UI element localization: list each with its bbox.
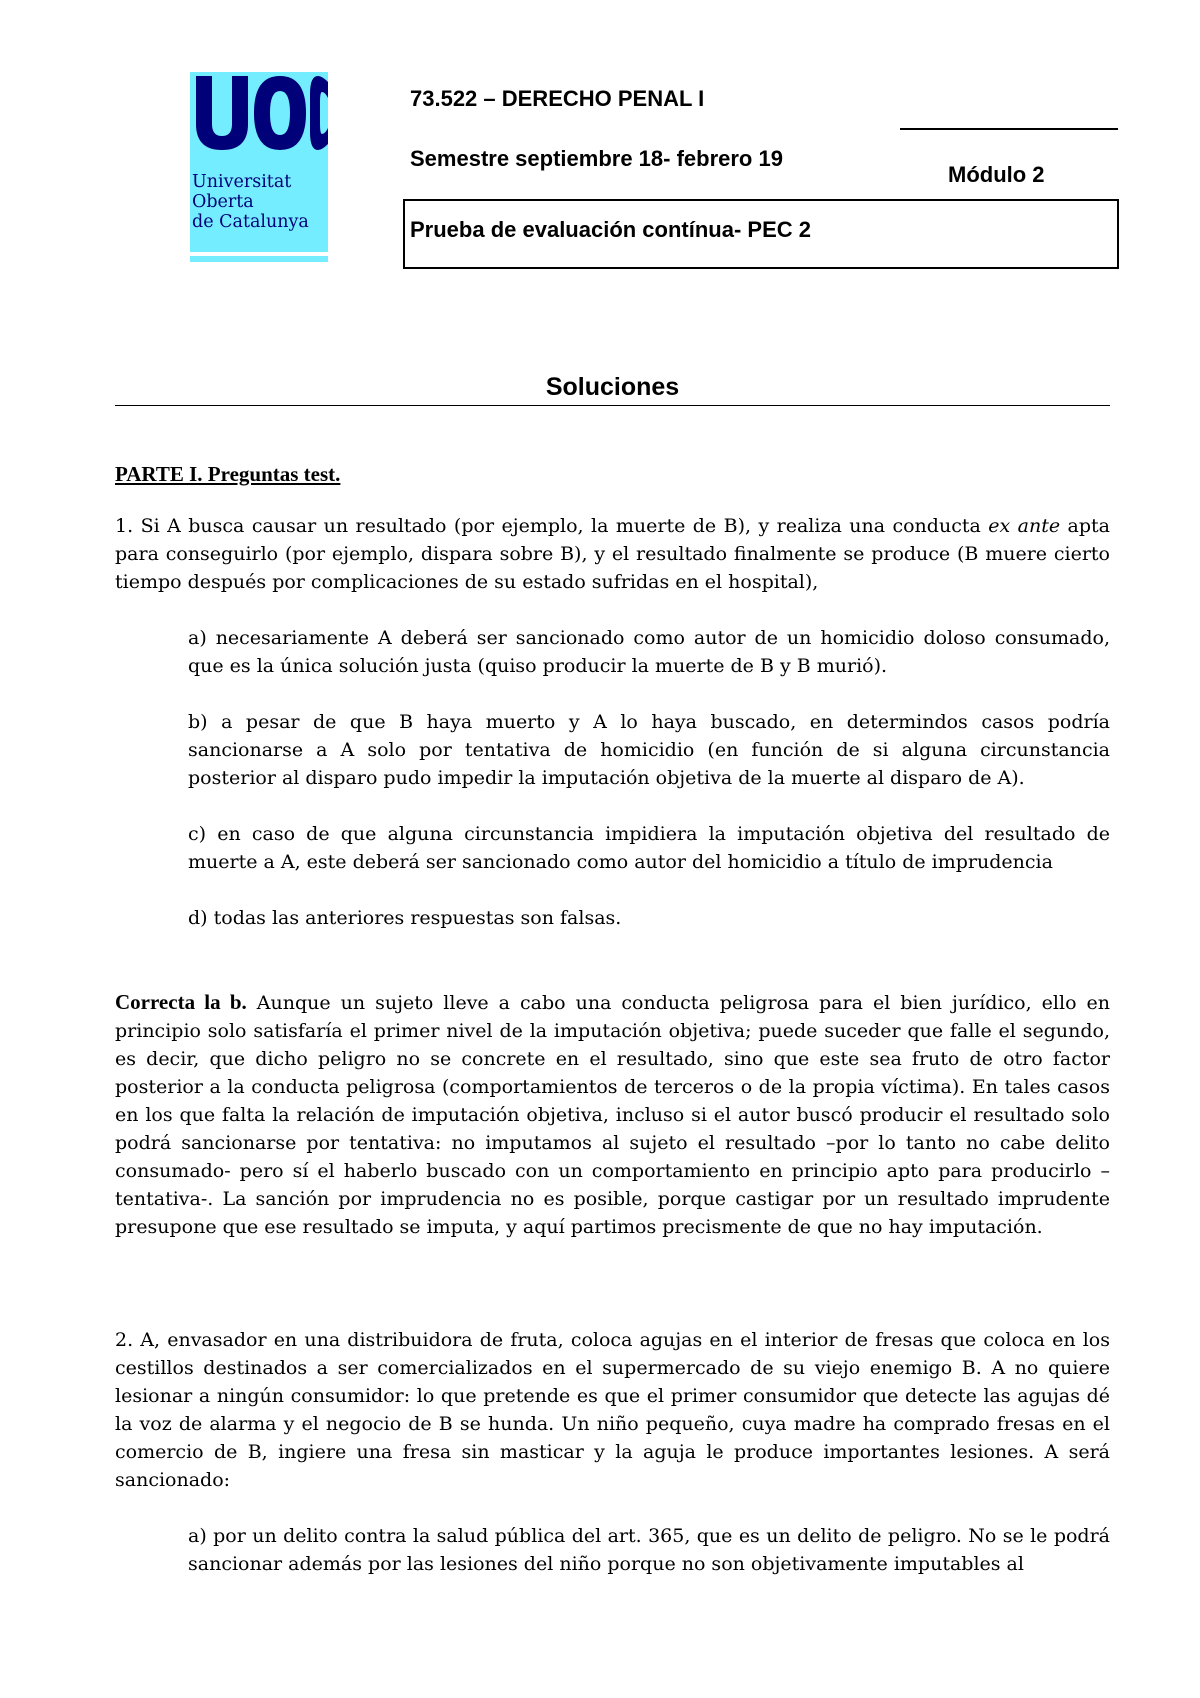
question-1-option-c: c) en caso de que alguna circunstancia impidiera la imputación objetiva del resultado de muerte a A, este deberá ser sancionado como autor del homicidio a título de imprudencia: [188, 823, 1110, 873]
uoc-logo: [190, 72, 328, 262]
q1-answer-text: Aunque un sujeto lleve a cabo una conducta peligrosa para el bien jurídico, ello en principio solo satisfaría el primer nivel de la imputación objetiva; puede suceder que falle el segundo, es decir, que dicho peligro no se concrete en el resultado, sino que este sea fruto de otro factor posterior a la conducta peligrosa (comportamientos de terceros o de la propia víctima). En tales casos en los que falta la relación de imputación objetiva, incluso si el autor buscó producir el resultado solo podrá sancionarse por tentativa: no imputamos al sujeto el resultado –por lo tanto no cabe delito consumado- pero sí el haberlo buscado con un comportamiento en principio apto para producirlo –tentativa-. La sanción por imprudencia no es posible, porque castigar por un resultado imprudente presupone que ese resultado se imputa, y aquí partimos precismente de que no hay imputación.: [115, 992, 1110, 1238]
logo-text-line-3: de Catalunya: [192, 212, 309, 232]
question-2-stem: 2. A, envasador en una distribuidora de fruta, coloca agujas en el interior de fresas que coloca en los cestillos destinados a ser comercializados en el supermercado de su viejo enemigo B. A no quiere lesionar a ningún consumidor: lo que pretende es que el primer consumidor que detecte las agujas dé la voz de alarma y el negocio de B se hunda. Un niño pequeño, cuya madre ha comprado fresas en el comercio de B, ingiere una fresa sin masticar y la aguja le produce importantes lesiones. A será sancionado:: [115, 1329, 1110, 1491]
title-rule: [115, 405, 1110, 406]
q1-answer-label: Correcta la b.: [115, 990, 247, 1014]
question-1-option-b: b) a pesar de que B haya muerto y A lo haya buscado, en determindos casos podría sancionarse a A solo por tentativa de homicidio (en función de si alguna circunstancia posterior al disparo pudo impedir la imputación objetiva de la muerte al disparo de A).: [188, 711, 1110, 789]
course-title: 73.522 – DERECHO PENAL I: [410, 86, 705, 111]
logo-text-line-2: Oberta: [192, 192, 254, 212]
question-2-option-a: a) por un delito contra la salud pública del art. 365, que es un delito de peligro. No se le podrá sancionar además por las lesiones del niño porque no son objetivamente imputables al: [188, 1525, 1110, 1575]
q1-stem-before: 1. Si A busca causar un resultado (por ejemplo, la muerte de B), y realiza una conducta: [115, 515, 989, 537]
question-1-answer: [115, 988, 1110, 1241]
uoc-letters-icon: [194, 74, 328, 152]
logo-underline: [190, 256, 328, 262]
q1-stem-italic: ex ante: [988, 515, 1061, 537]
page-title: Soluciones: [545, 373, 680, 401]
logo-text-line-1: Universitat: [192, 172, 292, 192]
question-1-option-a: a) necesariamente A deberá ser sancionado como autor de un homicidio doloso consumado, que es la única solución justa (quiso producir la muerte de B y B murió).: [188, 627, 1110, 677]
question-1-stem: [115, 512, 1110, 596]
section-heading: PARTE I. Preguntas test.: [115, 462, 341, 486]
pec-label: Prueba de evaluación contínua- PEC 2: [410, 217, 811, 242]
semester-label: Semestre septiembre 18- febrero 19: [410, 146, 783, 171]
module-rule: [900, 128, 1118, 130]
module-label: Módulo 2: [948, 162, 1045, 187]
question-1-option-d: d) todas las anteriores respuestas son falsas.: [188, 907, 622, 929]
q1-stem-after: apta para conseguirlo (por ejemplo, dispara sobre B), y el resultado finalmente se produce (B muere cierto tiempo después por complicaciones de su estado sufridas en el hospital),: [115, 515, 1110, 593]
logo-text: [192, 172, 309, 232]
